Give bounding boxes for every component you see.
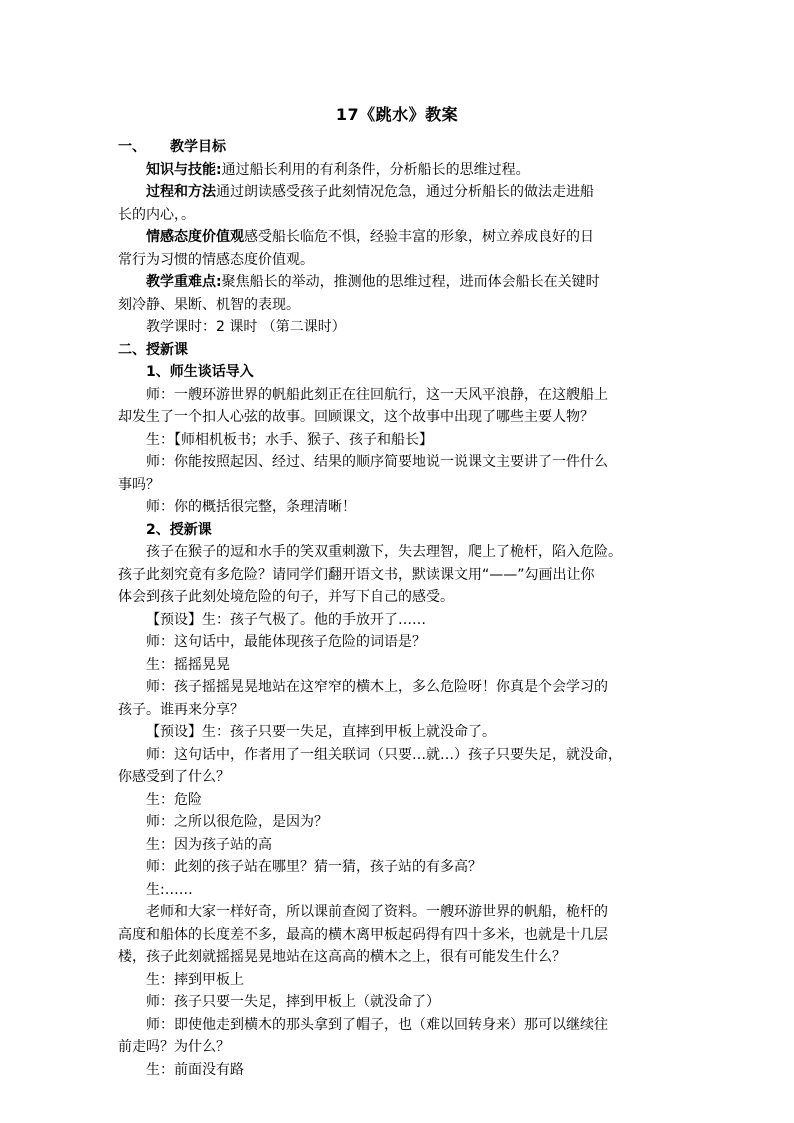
goal-label: 教学重难点: (146, 274, 222, 290)
paragraph-line: 孩子在猴子的逗和水手的笑双重刺激下，失去理智，爬上了桅杆，陷入危险。 (146, 544, 622, 560)
paragraph-line: 老师和大家一样好奇，所以课前查阅了资料。一艘环游世界的帆船，桅杆的 (146, 904, 608, 920)
document-body (118, 136, 680, 1081)
section-heading-objectives (118, 136, 680, 159)
goal-text: 感受船长临危不惧，经验丰富的形象，树立养成良好的日 (244, 229, 594, 245)
paragraph-line: 师：此刻的孩子站在哪里？猜一猜，孩子站的有多高？ (146, 859, 482, 875)
paragraph-line: 楼，孩子此刻就摇摇晃晃地站在这高高的横木之上，很有可能发生什么？ (118, 949, 566, 965)
goal-text: 聚焦船长的举动，推测他的思维过程，进而体会船长在关键时 (221, 274, 600, 290)
teaching-hours: 教学课时：2 课时 （第二课时） (146, 319, 346, 335)
paragraph-line: 生：因为孩子站的高 (146, 836, 272, 853)
paragraph-line: 师：这句话中，作者用了一组关联词（只要…就…）孩子只要失足，就没命， (146, 746, 622, 763)
goal-knowledge (118, 159, 680, 182)
paragraph-line: 生：前面没有路 (146, 1061, 244, 1078)
paragraph-line: 师：孩子摇摇晃晃地站在这窄窄的横木上，多么危险呀！你真是个会学习的 (146, 679, 608, 695)
paragraph-line: 师：孩子只要一失足，摔到甲板上（就没命了） (146, 994, 440, 1010)
section-heading-new-lesson: 二、授新课 (118, 341, 188, 358)
goal-text: 通过朗读感受孩子此刻情况危急，通过分析船长的做法走进船 (216, 184, 594, 200)
paragraph-line: 师：一艘环游世界的帆船此刻正在往回航行，这一天风平浪静，在这艘船上 (146, 386, 608, 403)
goal-key-points-continued: 刻冷静、果断、机智的表现。 (118, 296, 300, 313)
paragraph-line: 生：摔到甲板上 (146, 971, 244, 988)
goal-process (118, 181, 680, 204)
paragraph-line: 生:…… (146, 881, 193, 898)
paragraph-line: 【预设】生：孩子只要一失足，直摔到甲板上就没命了。 (146, 724, 496, 740)
section-title: 教学目标 (170, 139, 226, 155)
goal-emotion (118, 226, 680, 249)
paragraph-line: 生：危险 (146, 791, 202, 808)
paragraph-line: 师：之所以很危险，是因为？ (146, 814, 328, 830)
paragraph-line: 师：这句话中，最能体现孩子危险的词语是？ (146, 634, 426, 650)
paragraph-line: 师：你的概括很完整，条理清晰！ (146, 499, 356, 515)
paragraph-line: 高度和船体的长度差不多，最高的横木离甲板起码得有四十多米，也就是十几层 (118, 926, 608, 943)
paragraph-line: 事吗？ (118, 476, 160, 493)
paragraph-line: 你感受到了什么？ (118, 769, 230, 785)
paragraph-line: 孩子。谁再来分享？ (118, 701, 244, 718)
goal-process-continued: 长的内心，。 (118, 206, 195, 223)
paragraph-line: 孩子此刻究竟有多危险？请同学们翻开语文书，默读课文用“——”勾画出让你 (118, 566, 595, 583)
paragraph-line: 却发生了一个扣人心弦的故事。回顾课文，这个故事中出现了哪些主要人物？ (118, 409, 594, 425)
document-title: 17《跳水》教案 (335, 105, 459, 124)
goal-label: 过程和方法 (146, 184, 216, 200)
goal-key-points (118, 271, 680, 294)
subsection-heading-new-lesson: 2、授新课 (146, 521, 212, 538)
goal-text: 通过船长利用的有利条件，分析船长的思维过程。 (221, 161, 530, 178)
paragraph-line: 师：即使他走到横木的那头拿到了帽子，也（难以回转身来）那可以继续往 (146, 1016, 608, 1033)
paragraph-line: 【预设】生：孩子气极了。他的手放开了…… (146, 611, 426, 628)
section-number: 一、 (118, 139, 146, 155)
goal-emotion-continued: 常行为习惯的情感态度价值观。 (118, 251, 314, 268)
paragraph-line: 体会到孩子此刻处境危险的句子，并写下自己的感受。 (118, 589, 454, 605)
goal-label: 情感态度价值观 (146, 229, 244, 245)
paragraph-line: 生：【师相机板书；水手、猴子、孩子和船长】 (146, 431, 433, 448)
goal-label: 知识与技能: (146, 161, 222, 178)
subsection-heading-intro: 1、师生谈话导入 (146, 364, 254, 380)
paragraph-line: 生：摇摇晃晃 (146, 656, 230, 673)
paragraph-line: 师：你能按照起因、经过、结果的顺序简要地说一说课文主要讲了一件什么 (146, 454, 608, 470)
paragraph-line: 前走吗？为什么？ (118, 1039, 230, 1055)
